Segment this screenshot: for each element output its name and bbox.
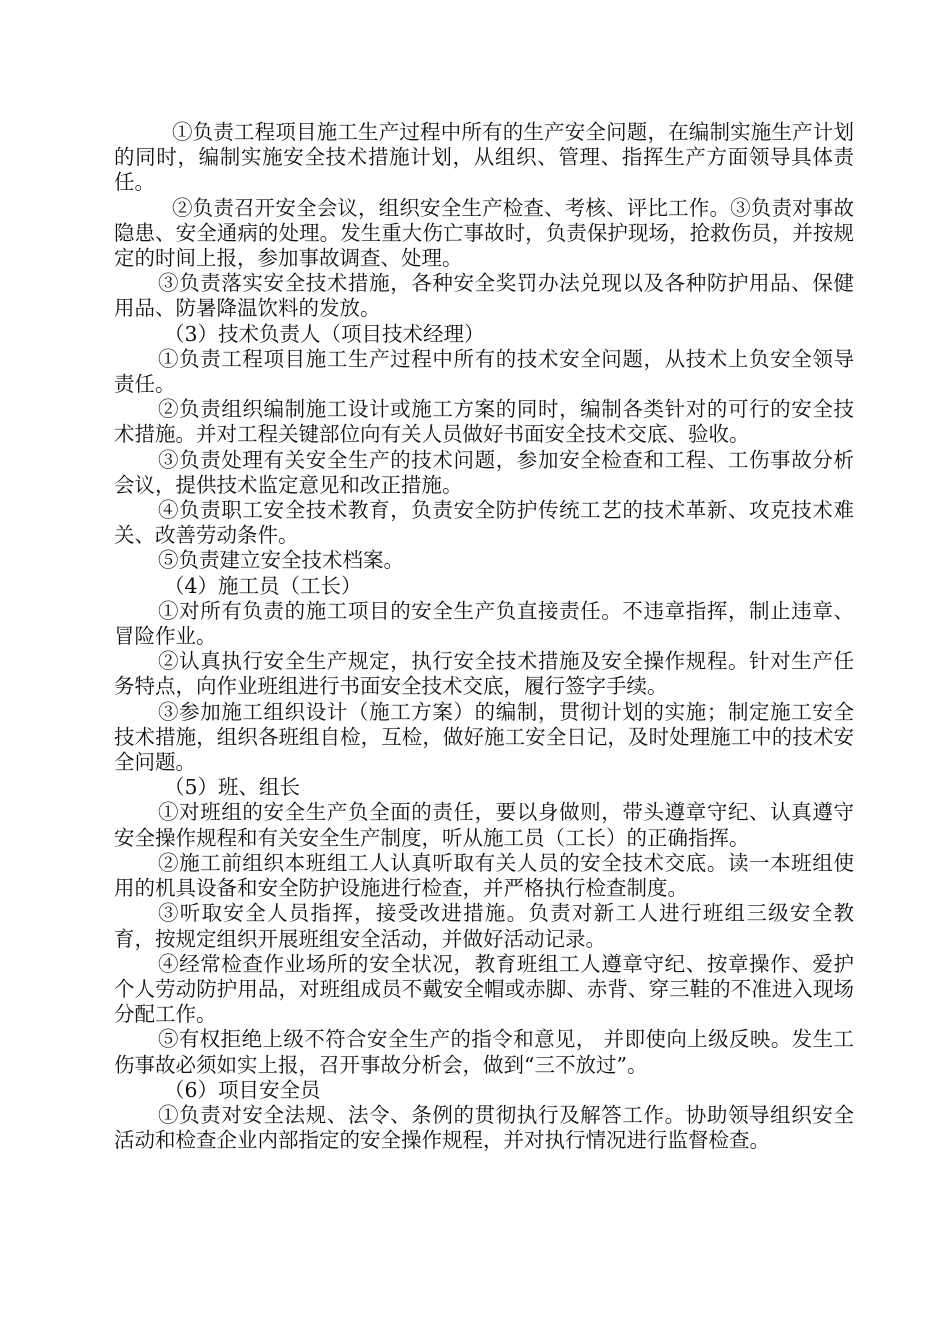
paragraph: ③听取安全人员指挥，接受改进措施。负责对新工人进行班组三级安全教育，按规定组织开展班组安全活动，并做好活动记录。 bbox=[114, 901, 854, 951]
section-heading: （3）技术负责人（项目技术经理） bbox=[164, 321, 485, 346]
paragraph: ②施工前组织本班组工人认真听取有关人员的安全技术交底。读一本班组使用的机具设备和安全防护设施进行检查，并严格执行检查制度。 bbox=[114, 850, 854, 901]
document-body bbox=[114, 120, 854, 1153]
paragraph: ④负责职工安全技术教育，负责安全防护传统工艺的技术革新、攻克技术难关、改善劳动条件。 bbox=[114, 498, 854, 548]
paragraph: ①负责工程项目施工生产过程中所有的生产安全问题，在编制实施生产计划的同时，编制实施安全技术措施计划，从组织、管理、指挥生产方面领导具体责任。 bbox=[114, 120, 854, 195]
section-heading: （4）施工员（工长） bbox=[164, 573, 362, 598]
paragraph: ②负责组织编制施工设计或施工方案的同时，编制各类针对的可行的安全技术措施。并对工程关键部位向有关人员做好书面安全技术交底、验收。 bbox=[114, 397, 854, 447]
paragraph: ①负责对安全法规、法令、条例的贯彻执行及解答工作。协助领导组织安全活动和检查企业内部指定的安全操作规程，并对执行情况进行监督检查。 bbox=[114, 1102, 854, 1153]
section-heading: （6）项目安全员 bbox=[164, 1077, 321, 1102]
paragraph: ②认真执行安全生产规定，执行安全技术措施及安全操作规程。针对生产任务特点，向作业班组进行书面安全技术交底，履行签字手续。 bbox=[114, 649, 854, 699]
paragraph: ③负责落实安全技术措施，各种安全奖罚办法兑现以及各种防护用品、保健用品、防暑降温饮料的发放。 bbox=[114, 271, 854, 321]
paragraph: ①对班组的安全生产负全面的责任，要以身做则，带头遵章守纪、认真遵守安全操作规程和有关安全生产制度，听从施工员（工长）的正确指挥。 bbox=[114, 800, 854, 850]
paragraph: ⑤有权拒绝上级不符合安全生产的指令和意见， 并即使向上级反映。发生工伤事故必须如实上报，召开事故分析会，做到“三不放过”。 bbox=[114, 1027, 854, 1077]
paragraph: ②负责召开安全会议，组织安全生产检查、考核、评比工作。③负责对事故隐患、安全通病的处理。发生重大伤亡事故时，负责保护现场，抢救伤员，并按规定的时间上报，参加事故调查、处理。 bbox=[114, 195, 854, 271]
paragraph: ③负责处理有关安全生产的技术问题，参加安全检查和工程、工伤事故分析会议，提供技术监定意见和改正措施。 bbox=[114, 447, 854, 497]
paragraph: ①负责工程项目施工生产过程中所有的技术安全问题，从技术上负安全领导责任。 bbox=[114, 346, 854, 397]
paragraph: ⑤负责建立安全技术档案。 bbox=[158, 548, 404, 573]
paragraph: ③参加施工组织设计（施工方案）的编制，贯彻计划的实施；制定施工安全技术措施，组织各班组自检，互检，做好施工安全日记，及时处理施工中的技术安全问题。 bbox=[114, 699, 854, 775]
paragraph: ①对所有负责的施工项目的安全生产负直接责任。不违章指挥，制止违章、冒险作业。 bbox=[114, 598, 854, 649]
section-heading: （5）班、组长 bbox=[164, 775, 301, 800]
paragraph: ④经常检查作业场所的安全状况，教育班组工人遵章守纪、按章操作、爱护个人劳动防护用品，对班组成员不戴安全帽或赤脚、赤背、穿三鞋的不准进入现场分配工作。 bbox=[114, 951, 854, 1027]
